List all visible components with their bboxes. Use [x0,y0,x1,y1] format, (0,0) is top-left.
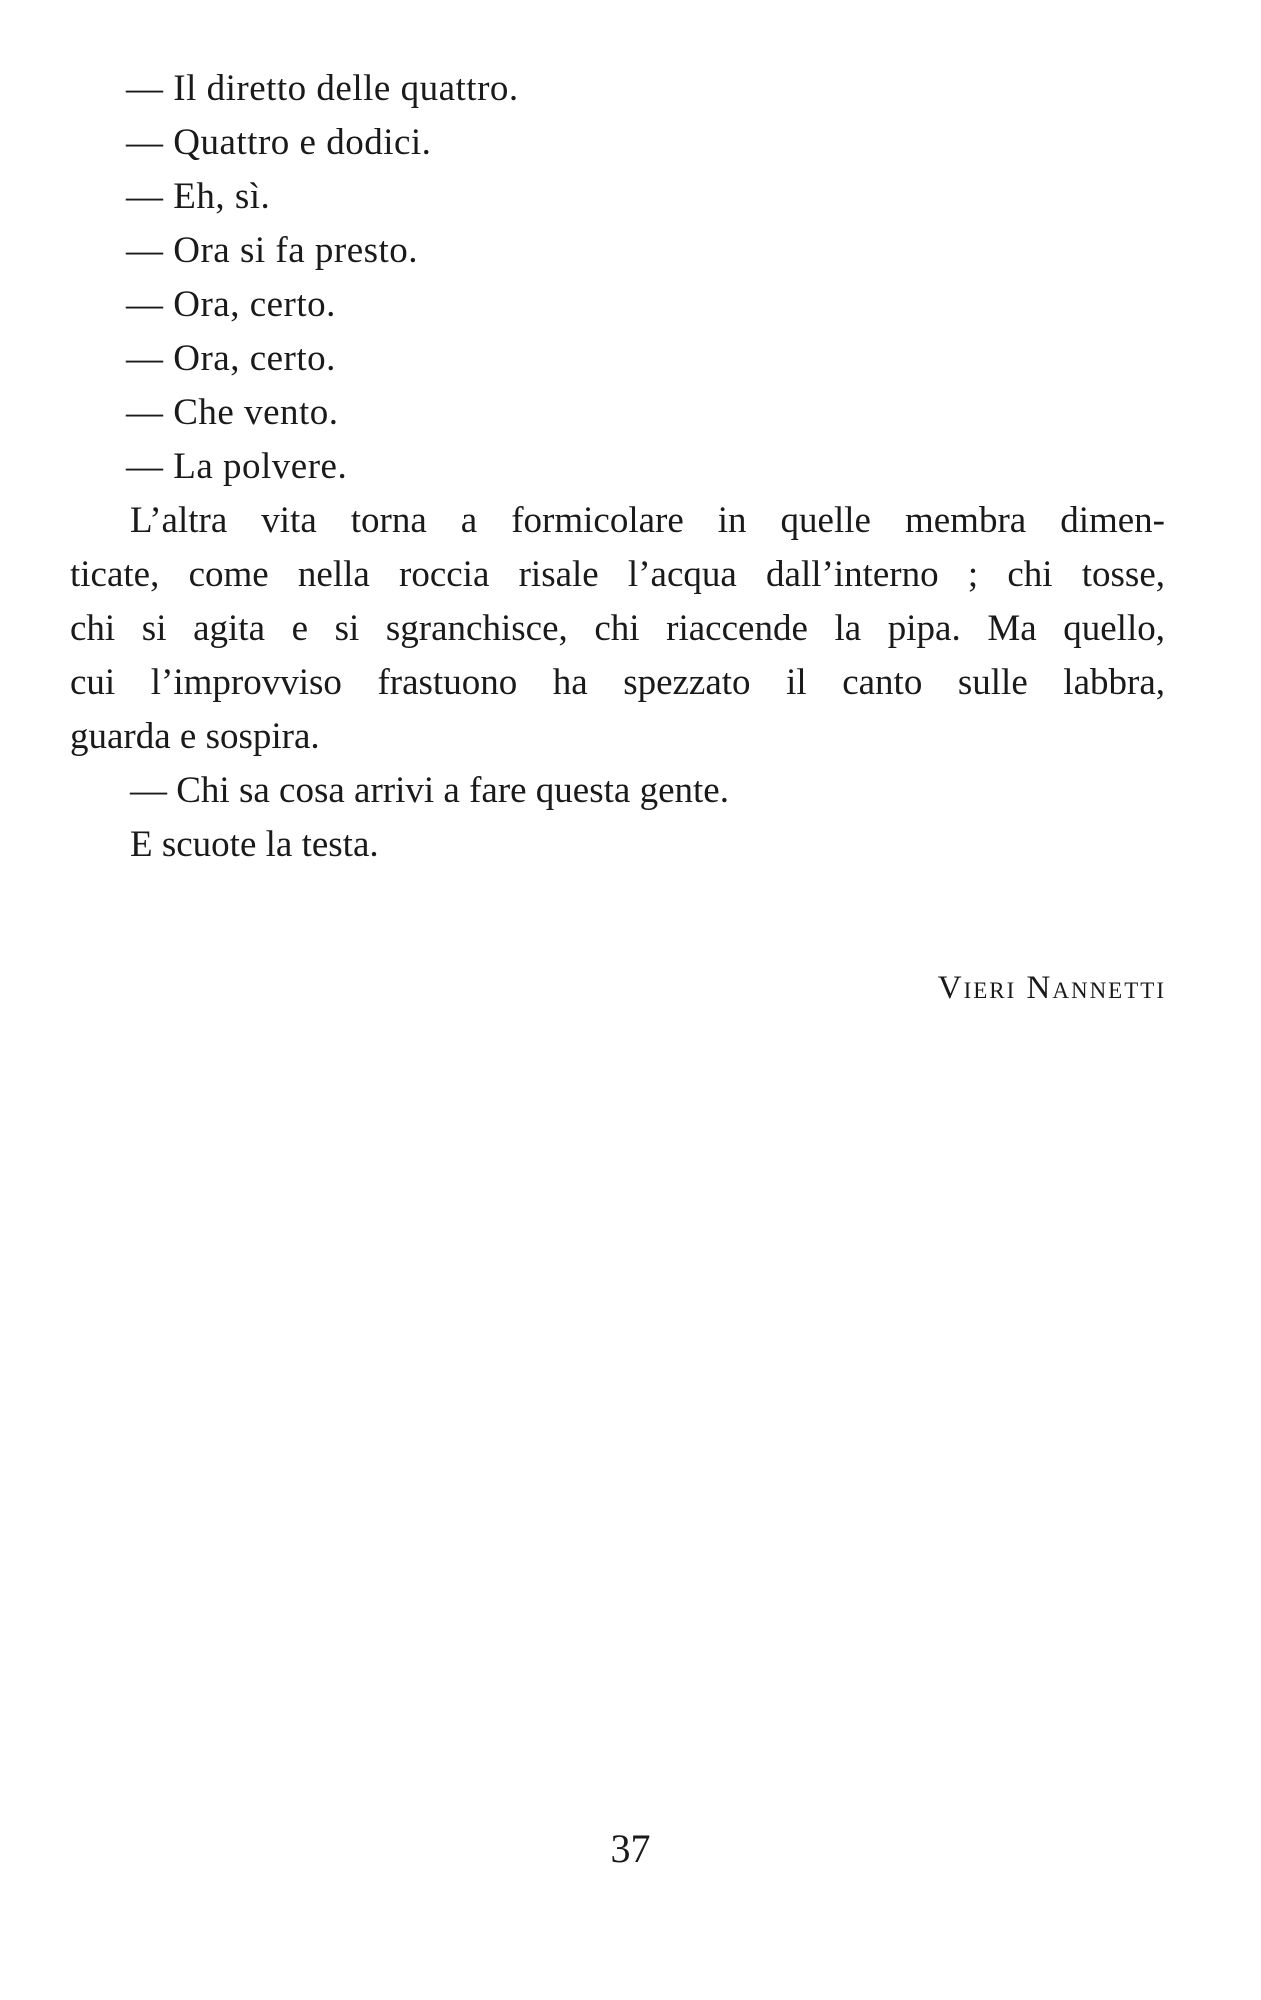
paragraph-line-3: chi si agita e si sgranchisce, chi riaccende la pipa. Ma quello, [70,608,1165,649]
dialogue-line-8: — La polvere. [126,446,348,487]
page-number: 37 [610,1826,651,1871]
author-signature: Vieri Nannetti [937,970,1166,1006]
paragraph-line-2: ticate, come nella roccia risale l’acqua dall’interno ; chi tosse, [70,554,1165,595]
closing-dialogue: — Chi sa cosa arrivi a fare questa gente. [130,770,729,811]
dialogue-line-1: — Il diretto delle quattro. [126,68,519,109]
paragraph-line-4: cui l’improvviso frastuono ha spezzato il canto sulle labbra, [70,662,1165,703]
dialogue-line-3: — Eh, sì. [126,176,271,217]
dialogue-line-5: — Ora, certo. [126,284,336,325]
paragraph-line-1: L’altra vita torna a formicolare in quelle membra dimen- [130,500,1165,541]
dialogue-line-4: — Ora si fa presto. [126,230,419,271]
dialogue-line-2: — Quattro e dodici. [126,122,432,163]
dialogue-line-7: — Che vento. [126,392,339,433]
story-text [70,62,1165,872]
dialogue-line-6: — Ora, certo. [126,338,336,379]
narrative-paragraph [70,494,1165,764]
paragraph-line-5: guarda e sospira. [70,716,320,757]
closing-line: E scuote la testa. [130,824,379,865]
